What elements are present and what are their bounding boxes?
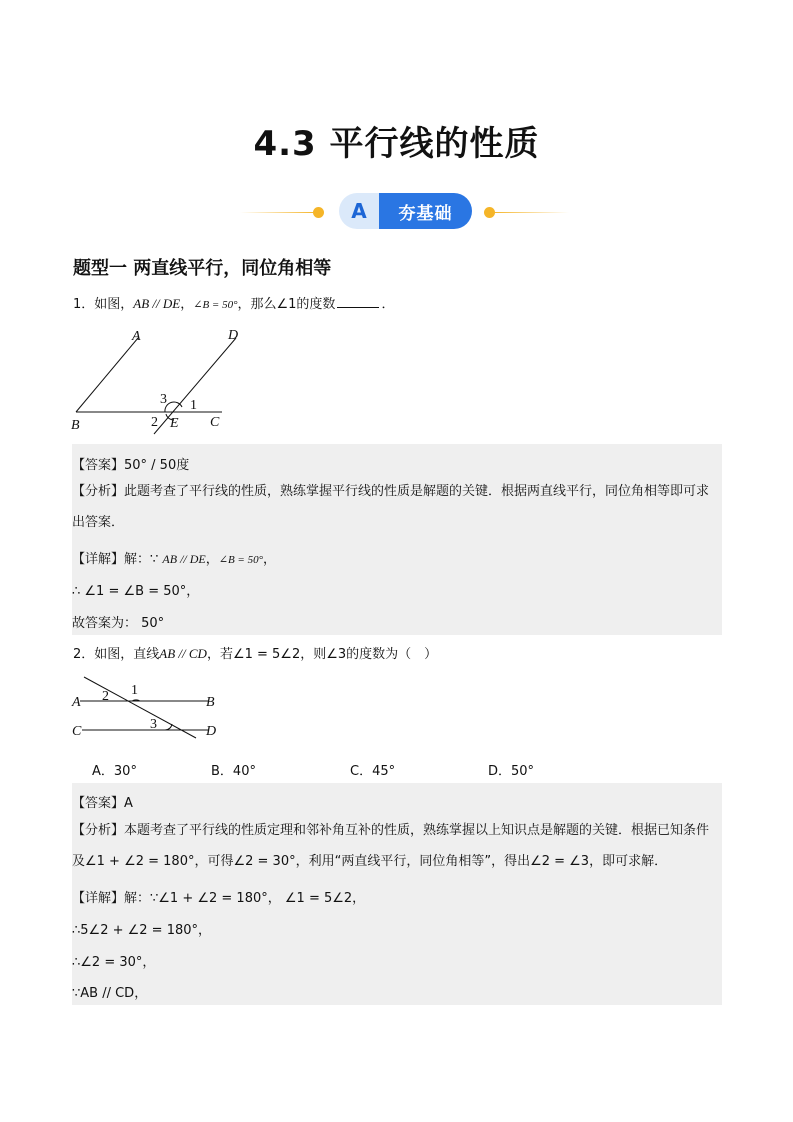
label-angle-3: 3 [160, 392, 167, 407]
banner-letter: A [339, 193, 379, 229]
banner-left-line [240, 212, 316, 213]
q2-step-4: ∵AB // CD， [72, 986, 148, 1001]
q1-answer-blank[interactable] [337, 295, 379, 308]
q1-angle: ∠B = 50° [193, 299, 238, 311]
q1-solution-box [72, 444, 722, 635]
q1-step-3: 故答案为： 50° [72, 616, 165, 631]
section-heading: 题型一 两直线平行，同位角相等 [73, 258, 332, 279]
label-angle-2: 2 [102, 689, 109, 704]
q1-detail-end: ， [263, 552, 277, 567]
q1-step-2: ∴ ∠1 = ∠B = 50°， [72, 584, 200, 599]
label-C: C [72, 724, 82, 739]
banner-label: 夯基础 [379, 193, 472, 229]
option-a[interactable]: A．30° [92, 764, 137, 779]
option-c[interactable]: C．45° [350, 764, 396, 779]
page-title: 4.3 平行线的性质 [253, 124, 540, 164]
q1-detail-angle: ∠B = 50° [218, 554, 264, 566]
q2-text: ，若∠1 = 5∠2，则∠3的度数为（ ） [206, 647, 438, 662]
q2-solution-box [72, 783, 722, 1005]
label-D: D [206, 724, 217, 739]
question-2 [73, 643, 437, 662]
transversal [84, 677, 196, 738]
label-angle-1: 1 [190, 398, 197, 413]
line-ba [76, 338, 138, 412]
q1-analysis: 【分析】此题考查了平行线的性质，熟练掌握平行线的性质是解题的关键．根据两直线平行，同位角相等即可求出答案． [72, 484, 710, 530]
q1-detail-sep: ， [205, 552, 219, 567]
section-banner [339, 193, 472, 229]
label-angle-3: 3 [150, 717, 157, 732]
label-angle-2: 2 [151, 415, 158, 430]
q2-figure [70, 670, 230, 742]
question-1 [73, 293, 394, 312]
q2-prefix: 2．如图，直线 [73, 647, 160, 662]
q1-answer: 【答案】50° / 50度 [72, 458, 190, 473]
label-D: D [228, 328, 239, 343]
q1-prefix: 1．如图， [73, 297, 134, 312]
label-C: C [210, 415, 220, 430]
q1-detail-parallel: AB // DE [162, 552, 206, 566]
q1-end: ． [381, 297, 395, 312]
q2-step-3: ∴∠2 = 30°， [72, 955, 156, 970]
label-A: A [132, 329, 141, 344]
q1-sep: ， [180, 297, 194, 312]
q2-parallel: AB // CD [159, 646, 207, 661]
label-B: B [71, 418, 80, 433]
label-A: A [72, 695, 81, 710]
line-ed [154, 338, 236, 434]
label-angle-1: 1 [131, 683, 138, 698]
q2-analysis: 【分析】本题考查了平行线的性质定理和邻补角互补的性质，熟练掌握以上知识点是解题的关键．根据已知条件及∠1 + ∠2 = 180°，可得∠2 = 30°，利用“两直线平行，同位角相等”，得出∠2 = ∠3，即可求解． [72, 823, 710, 869]
option-b[interactable]: B．40° [211, 764, 256, 779]
option-d[interactable]: D．50° [488, 764, 535, 779]
label-B: B [206, 695, 215, 710]
q2-detail: 【详解】解：∵∠1 + ∠2 = 180°， ∠1 = 5∠2， [72, 891, 366, 906]
label-E: E [170, 416, 179, 431]
q1-text: ，那么∠1的度数 [237, 297, 336, 312]
q2-step-2: ∴5∠2 + ∠2 = 180°， [72, 923, 212, 938]
q1-detail [72, 548, 276, 567]
banner-right-line [493, 212, 569, 213]
q2-answer: 【答案】A [72, 796, 133, 811]
q1-figure [70, 322, 250, 437]
q1-parallel: AB // DE [133, 296, 181, 311]
banner-left-dot [313, 207, 324, 218]
q1-detail-prefix: 【详解】解：∵ [72, 552, 163, 567]
